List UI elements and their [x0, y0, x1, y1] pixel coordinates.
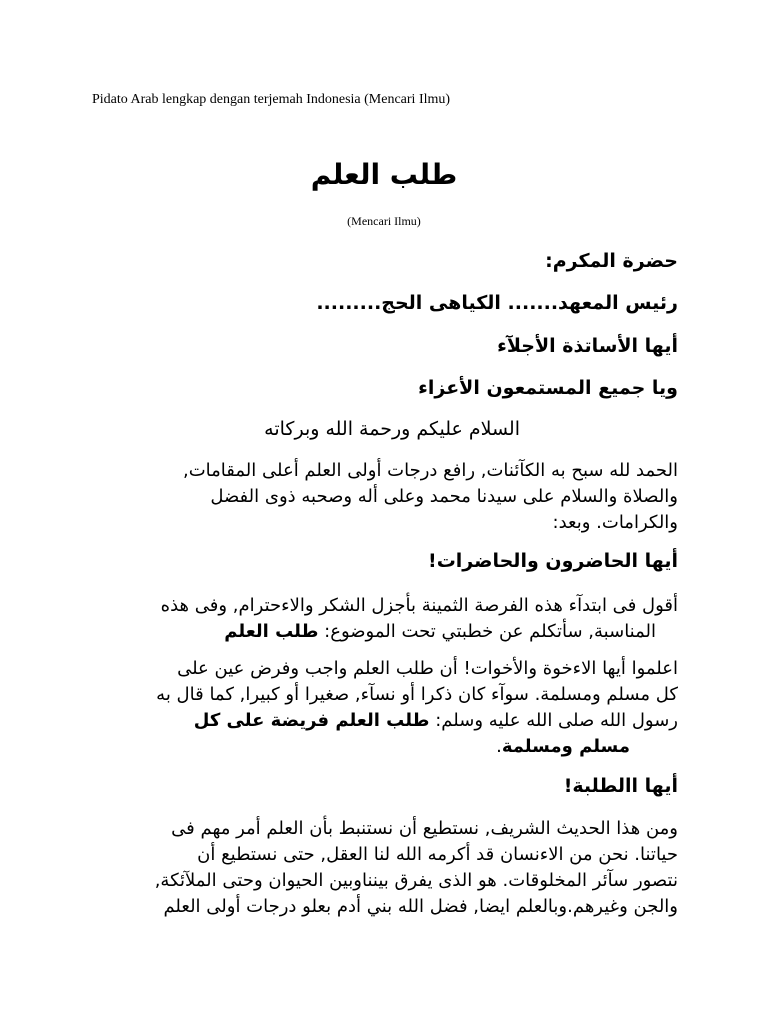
paragraph-text: المناسبة, سأتكلم عن خطبتي تحت الموضوع:: [318, 621, 656, 642]
paragraph-text: رسول الله صلى الله عليه وسلم:: [429, 710, 678, 731]
paragraph-line: [88, 734, 678, 760]
section-heading-students: أيها االطلبة!: [563, 775, 678, 797]
hadith-emphasis: طلب العلم فريضة على كل: [193, 710, 430, 731]
paragraph-opening: [88, 458, 678, 536]
paragraph-knowledge: [88, 816, 678, 920]
section-heading-audience: أيها الحاضرون والحاضرات!: [428, 550, 678, 572]
paragraph-line: كل مسلم ومسلمة. سوآء كان ذكرا أو نسآء, صغيرا أو كبيرا, كما قال به: [156, 684, 678, 705]
title-translation: (Mencari Ilmu): [347, 214, 421, 228]
paragraph-line: أقول فى ابتدآء هذه الفرصة الثمينة بأجزل الشكر والاءحترام, وفى هذه: [160, 595, 678, 616]
paragraph-line: الحمد لله سبح به الكآئنات, رافع درجات أولى العلم أعلى المقامات,: [183, 460, 678, 481]
topic-emphasis: طلب العلم: [224, 621, 319, 642]
greeting-line-3: أيها الأساتذة الأجلآء: [497, 335, 678, 357]
paragraph-line: نتصور سآئر المخلوقات. هو الذى يفرق بينناوبين الحيوان وحتى الملآئكة,: [154, 870, 678, 891]
hadith-emphasis: مسلم ومسلمة: [501, 736, 630, 757]
paragraph-line: حياتنا. نحن من الاءنسان قد أكرمه الله لنا العقل, حتى نستطيع أن: [197, 844, 678, 865]
arabic-title: طلب العلم: [310, 158, 458, 191]
salam-greeting: السلام عليكم ورحمة الله وبركاته: [264, 418, 520, 440]
paragraph-line: [88, 708, 678, 734]
paragraph-hadith: [88, 656, 678, 760]
greeting-line-4: ويا جميع المستمعون الأعزاء: [418, 377, 678, 399]
paragraph-line: اعلموا أيها الاءخوة والأخوات! أن طلب العلم واجب وفرض عين على: [177, 658, 678, 679]
paragraph-line: والجن وغيرهم.وبالعلم ايضا, فضل الله بني أدم بعلو درجات أولى العلم: [163, 896, 678, 917]
paragraph-line: والصلاة والسلام على سيدنا محمد وعلى أله وصحبه ذوى الفضل: [210, 486, 678, 507]
paragraph-line: والكرامات. وبعد:: [552, 512, 678, 533]
paragraph-line: [88, 619, 678, 645]
document-header: Pidato Arab lengkap dengan terjemah Indonesia (Mencari Ilmu): [92, 92, 451, 107]
paragraph-topic: [88, 593, 678, 645]
paragraph-line: ومن هذا الحديث الشريف, نستطيع أن نستنبط بأن العلم أمر مهم فى: [171, 818, 678, 839]
greeting-line-1: حضرة المكرم:: [545, 250, 678, 272]
greeting-line-2: رئيس المعهد....... الكياهى الحج.........: [316, 292, 678, 314]
paragraph-text: .: [496, 736, 502, 757]
